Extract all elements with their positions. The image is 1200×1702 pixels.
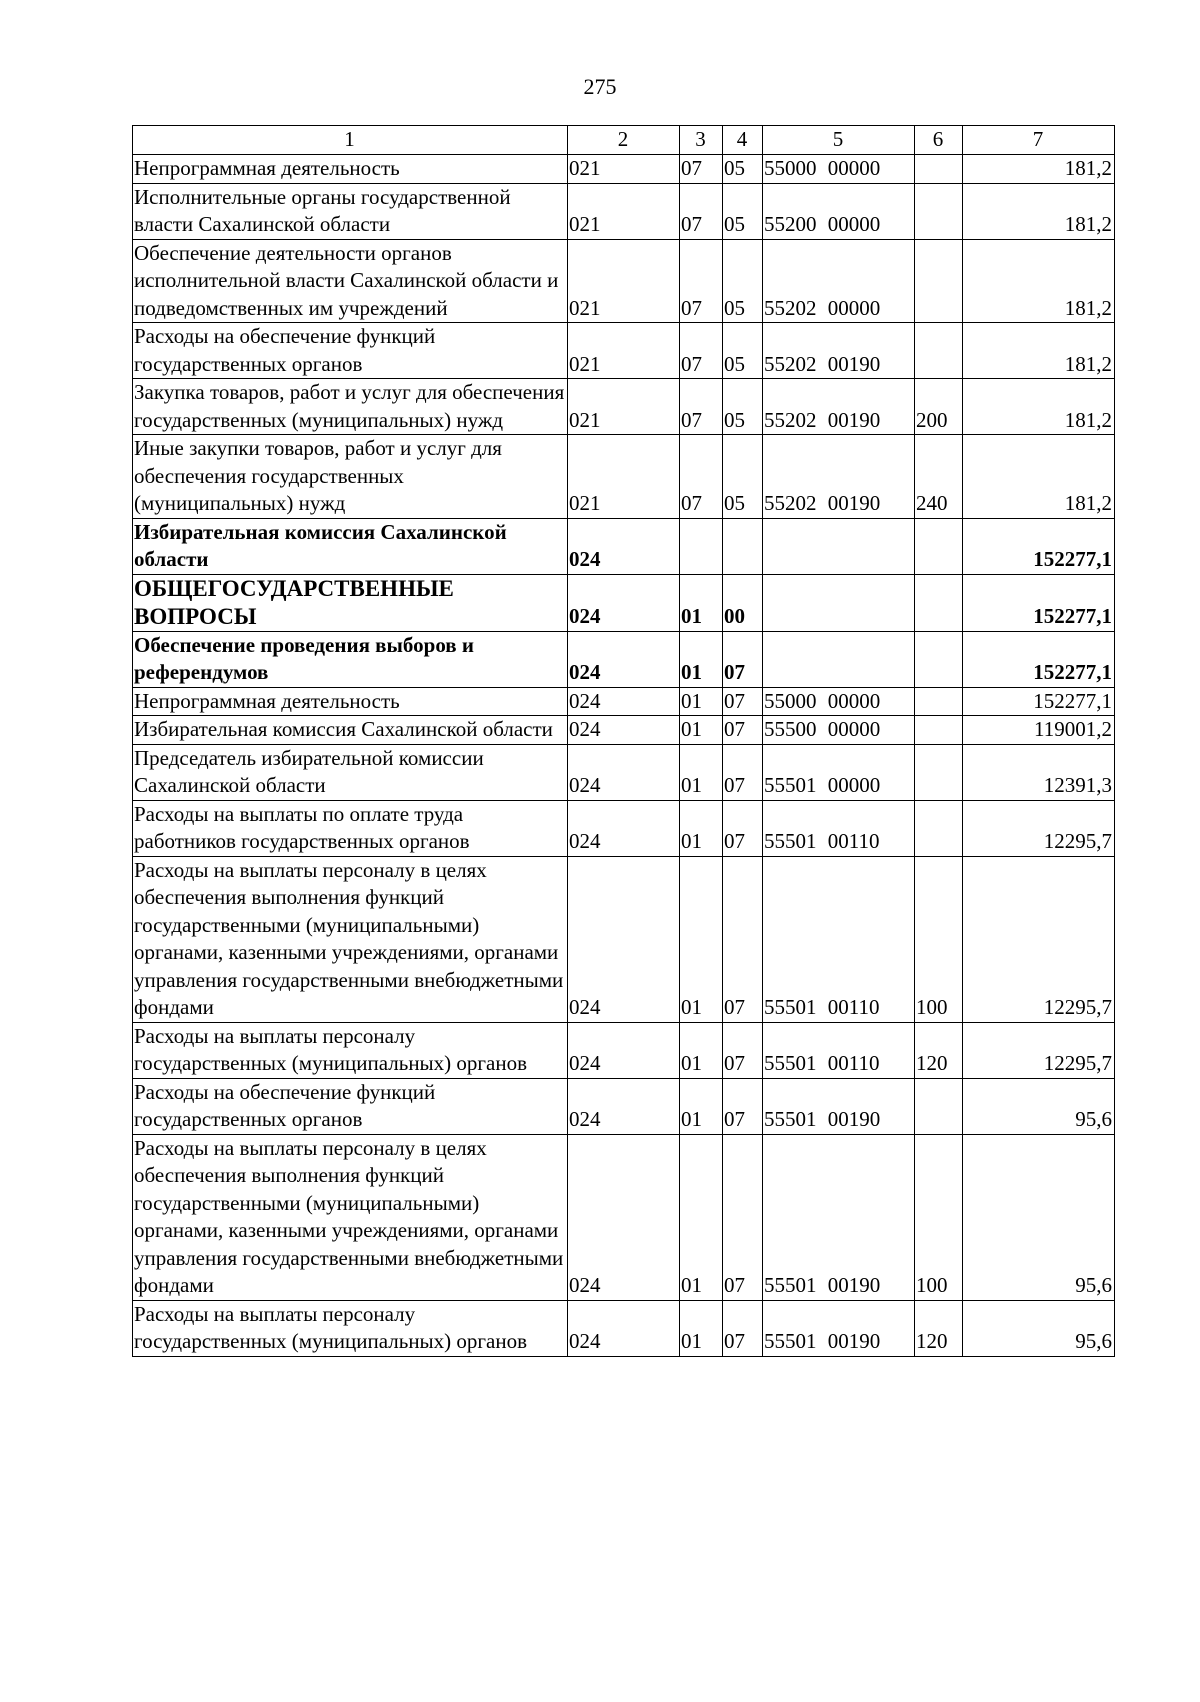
row-name-cell: Председатель избирательной комиссии Сахалинской области [133,744,568,800]
expense-type-cell: 240 [915,435,963,519]
amount-cell: 12295,7 [963,800,1115,856]
target-article-cell: 55501 00110 [763,856,915,1022]
expense-type-cell [915,744,963,800]
ministry-code-cell: 021 [568,323,680,379]
row-name-cell: Расходы на обеспечение функций государственных органов [133,1078,568,1134]
ministry-code-cell: 024 [568,1300,680,1356]
target-article-cell: 55501 00190 [763,1078,915,1134]
ministry-code-cell: 024 [568,856,680,1022]
expense-type-cell: 100 [915,1134,963,1300]
row-name-cell: Расходы на выплаты персоналу государственных (муниципальных) органов [133,1300,568,1356]
row-name-cell: Непрограммная деятельность [133,687,568,716]
target-article-cell: 55202 00000 [763,239,915,323]
row-name-cell: Расходы на выплаты персоналу государственных (муниципальных) органов [133,1022,568,1078]
column-header: 4 [723,126,763,155]
target-article-cell: 55501 00110 [763,1022,915,1078]
target-article-cell: 55501 00000 [763,744,915,800]
table-row [133,155,1115,184]
column-header: 6 [915,126,963,155]
target-article-cell [763,574,915,631]
expense-type-cell [915,631,963,687]
ministry-code-cell: 024 [568,631,680,687]
subsection-code-cell: 07 [723,800,763,856]
amount-cell: 95,6 [963,1134,1115,1300]
subsection-code-cell: 05 [723,239,763,323]
expense-type-cell [915,716,963,745]
table-row [133,687,1115,716]
expense-type-cell [915,574,963,631]
section-code-cell: 01 [680,1300,723,1356]
section-code-cell: 07 [680,323,723,379]
subsection-code-cell: 07 [723,744,763,800]
row-name-cell: Обеспечение деятельности органов исполнительной власти Сахалинской области и подведомственных им учреждений [133,239,568,323]
section-code-cell: 07 [680,183,723,239]
expense-type-cell [915,239,963,323]
row-name-cell: Непрограммная деятельность [133,155,568,184]
table-header-row [133,126,1115,155]
table-row [133,435,1115,519]
target-article-cell [763,518,915,574]
amount-cell: 12295,7 [963,1022,1115,1078]
subsection-code-cell: 05 [723,155,763,184]
column-header: 3 [680,126,723,155]
table-row [133,1134,1115,1300]
target-article-cell: 55500 00000 [763,716,915,745]
ministry-code-cell: 021 [568,435,680,519]
ministry-code-cell: 024 [568,1078,680,1134]
section-code-cell: 01 [680,856,723,1022]
subsection-code-cell: 07 [723,1134,763,1300]
section-code-cell: 01 [680,574,723,631]
section-code-cell: 07 [680,239,723,323]
expense-type-cell: 100 [915,856,963,1022]
table-row [133,323,1115,379]
section-code-cell: 01 [680,1134,723,1300]
target-article-cell: 55501 00190 [763,1134,915,1300]
amount-cell: 152277,1 [963,518,1115,574]
target-article-cell: 55000 00000 [763,687,915,716]
section-code-cell: 01 [680,744,723,800]
target-article-cell: 55202 00190 [763,379,915,435]
amount-cell: 181,2 [963,323,1115,379]
expense-type-cell [915,687,963,716]
amount-cell: 181,2 [963,155,1115,184]
section-code-cell: 07 [680,435,723,519]
amount-cell: 152277,1 [963,687,1115,716]
page-number: 275 [583,74,617,99]
row-name-cell: Расходы на выплаты по оплате труда работников государственных органов [133,800,568,856]
subsection-code-cell: 05 [723,435,763,519]
target-article-cell: 55202 00190 [763,435,915,519]
subsection-code-cell: 07 [723,856,763,1022]
ministry-code-cell: 021 [568,155,680,184]
amount-cell: 119001,2 [963,716,1115,745]
ministry-code-cell: 024 [568,800,680,856]
row-name-cell: Закупка товаров, работ и услуг для обеспечения государственных (муниципальных) нужд [133,379,568,435]
section-code-cell: 01 [680,687,723,716]
row-name-cell: Исполнительные органы государственной власти Сахалинской области [133,183,568,239]
section-code-cell: 01 [680,800,723,856]
subsection-code-cell: 05 [723,379,763,435]
ministry-code-cell: 024 [568,744,680,800]
amount-cell: 12391,3 [963,744,1115,800]
amount-cell: 12295,7 [963,856,1115,1022]
section-code-cell: 07 [680,379,723,435]
column-header: 7 [963,126,1115,155]
subsection-code-cell: 07 [723,687,763,716]
expense-type-cell [915,155,963,184]
table-row [133,744,1115,800]
subsection-code-cell: 07 [723,1022,763,1078]
section-code-cell: 01 [680,716,723,745]
amount-cell: 95,6 [963,1300,1115,1356]
target-article-cell: 55200 00000 [763,183,915,239]
ministry-code-cell: 021 [568,239,680,323]
table-row [133,1300,1115,1356]
ministry-code-cell: 024 [568,574,680,631]
expense-type-cell: 120 [915,1022,963,1078]
subsection-code-cell: 07 [723,631,763,687]
table-row [133,800,1115,856]
row-name-cell: Избирательная комиссия Сахалинской области [133,716,568,745]
row-name-cell: Расходы на выплаты персоналу в целях обеспечения выполнения функций государственными (муниципальными) органами, казенными учреждениями, органами управления государственными внебюджетными фондами [133,1134,568,1300]
row-name-cell: Расходы на выплаты персоналу в целях обеспечения выполнения функций государственными (муниципальными) органами, казенными учреждениями, органами управления государственными внебюджетными фондами [133,856,568,1022]
ministry-code-cell: 024 [568,687,680,716]
expense-type-cell: 200 [915,379,963,435]
ministry-code-cell: 024 [568,1022,680,1078]
budget-table [132,125,1115,1357]
section-code-cell [680,518,723,574]
ministry-code-cell: 024 [568,518,680,574]
table-row [133,574,1115,631]
expense-type-cell [915,1078,963,1134]
table-row [133,716,1115,745]
row-name-cell: Иные закупки товаров, работ и услуг для обеспечения государственных (муниципальных) нужд [133,435,568,519]
table-row [133,518,1115,574]
target-article-cell: 55501 00190 [763,1300,915,1356]
table-row [133,1078,1115,1134]
subsection-code-cell: 07 [723,1300,763,1356]
section-code-cell: 01 [680,1078,723,1134]
table-row [133,631,1115,687]
target-article-cell: 55000 00000 [763,155,915,184]
ministry-code-cell: 021 [568,183,680,239]
subsection-code-cell: 05 [723,183,763,239]
column-header: 5 [763,126,915,155]
section-code-cell: 01 [680,1022,723,1078]
amount-cell: 181,2 [963,379,1115,435]
expense-type-cell [915,518,963,574]
table-row [133,239,1115,323]
subsection-code-cell: 00 [723,574,763,631]
ministry-code-cell: 024 [568,716,680,745]
section-code-cell: 07 [680,155,723,184]
amount-cell: 181,2 [963,183,1115,239]
table-row [133,1022,1115,1078]
amount-cell: 95,6 [963,1078,1115,1134]
ministry-code-cell: 021 [568,379,680,435]
expense-type-cell [915,323,963,379]
budget-table-body [133,126,1115,1357]
table-row [133,183,1115,239]
ministry-code-cell: 024 [568,1134,680,1300]
table-row [133,379,1115,435]
amount-cell: 181,2 [963,435,1115,519]
column-header: 2 [568,126,680,155]
row-name-cell: Расходы на обеспечение функций государственных органов [133,323,568,379]
expense-type-cell [915,183,963,239]
column-header: 1 [133,126,568,155]
subsection-code-cell: 07 [723,1078,763,1134]
table-row [133,856,1115,1022]
target-article-cell [763,631,915,687]
subsection-code-cell [723,518,763,574]
row-name-cell: Обеспечение проведения выборов и референдумов [133,631,568,687]
row-name-cell: Избирательная комиссия Сахалинской области [133,518,568,574]
subsection-code-cell: 07 [723,716,763,745]
section-code-cell: 01 [680,631,723,687]
target-article-cell: 55202 00190 [763,323,915,379]
amount-cell: 152277,1 [963,574,1115,631]
subsection-code-cell: 05 [723,323,763,379]
expense-type-cell: 120 [915,1300,963,1356]
amount-cell: 181,2 [963,239,1115,323]
row-name-cell: ОБЩЕГОСУДАРСТВЕННЫЕ ВОПРОСЫ [133,574,568,631]
amount-cell: 152277,1 [963,631,1115,687]
target-article-cell: 55501 00110 [763,800,915,856]
expense-type-cell [915,800,963,856]
